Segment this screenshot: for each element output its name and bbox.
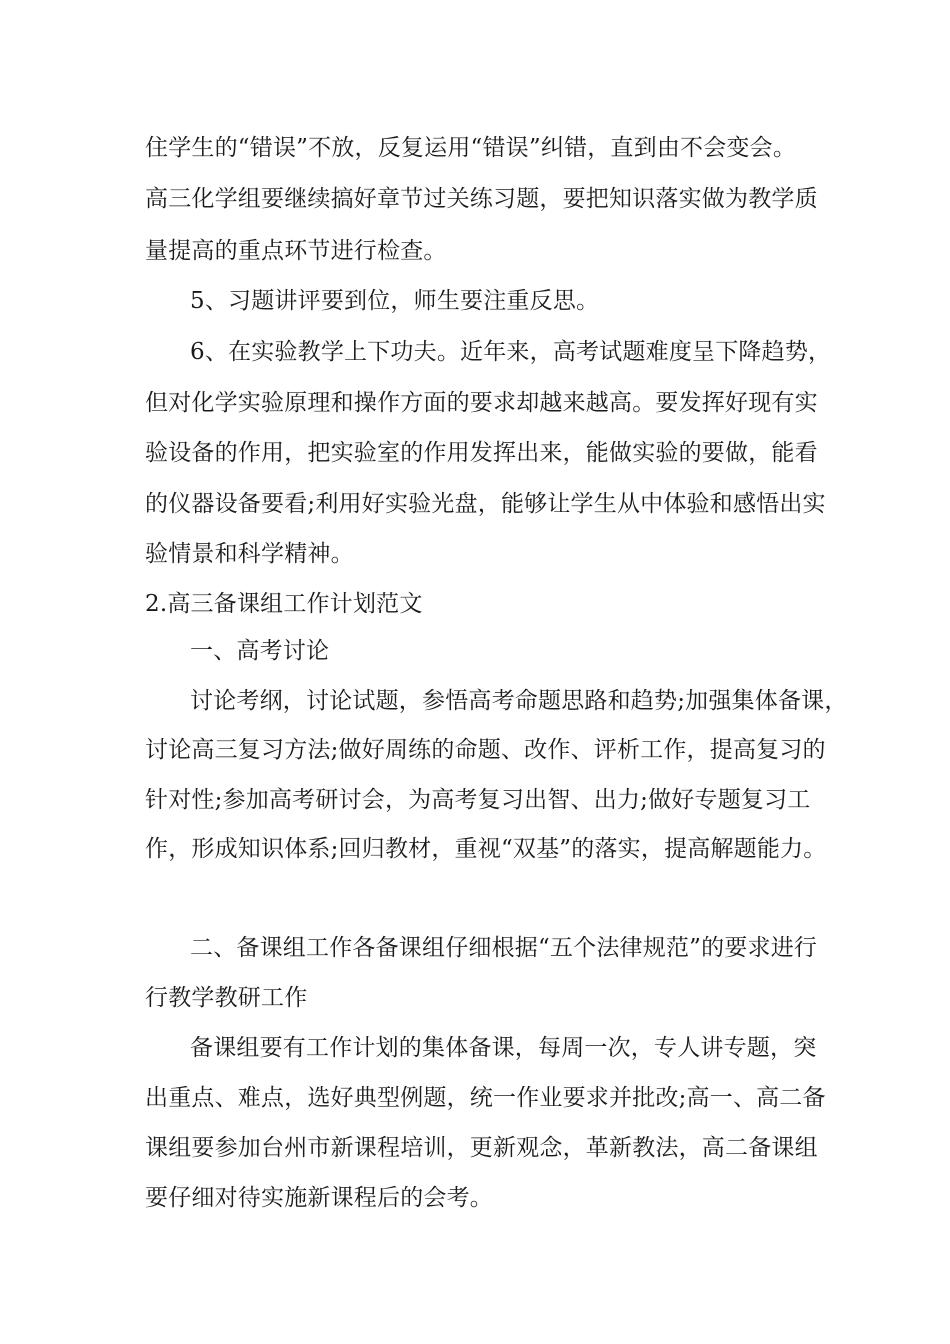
paragraph-line: 但对化学实验原理和操作方面的要求却越来越高。要发挥好现有实 — [145, 390, 818, 416]
section-heading: 2.高三备课组工作计划范文 — [145, 591, 423, 617]
paragraph-line: 备课组要有工作计划的集体备课，每周一次，专人讲专题，突 — [190, 1035, 817, 1061]
paragraph-line: 住学生的“错误”不放，反复运用“错误”纠错，直到由不会变会。 — [145, 135, 797, 161]
paragraph-line: 验设备的作用，把实验室的作用发挥出来，能做实验的要做，能看 — [145, 440, 818, 466]
subsection-heading: 二、备课组工作各备课组仔细根据“五个法律规范”的要求进行 — [190, 935, 818, 961]
paragraph-line: 的仪器设备要看;利用好实验光盘，能够让学生从中体验和感悟出实 — [145, 491, 826, 517]
paragraph-line: 出重点、难点，选好典型例题，统一作业要求并批改;高一、高二备 — [145, 1085, 826, 1111]
paragraph-line: 讨论考纲，讨论试题，参悟高考命题思路和趋势;加强集体备课， — [190, 688, 848, 714]
paragraph-line: 行教学教研工作 — [145, 985, 308, 1011]
paragraph-line: 要仔细对待实施新课程后的会考。 — [145, 1185, 493, 1211]
paragraph-line: 课组要参加台州市新课程培训，更新观念，革新教法，高二备课组 — [145, 1135, 818, 1161]
subsection-heading: 一、高考讨论 — [190, 638, 330, 664]
list-item-5: 5、习题讲评要到位，师生要注重反思。 — [190, 288, 600, 314]
paragraph-line: 验情景和科学精神。 — [145, 541, 354, 567]
paragraph-line: 针对性;参加高考研讨会，为高考复习出智、出力;做好专题复习工 — [145, 787, 811, 813]
list-item-6: 6、在实验教学上下功夫。近年来，高考试题难度呈下降趋势， — [190, 339, 832, 365]
paragraph-line: 作，形成知识体系;回归教材，重视“双基”的落实，提高解题能力。 — [145, 836, 827, 862]
paragraph-line: 量提高的重点环节进行检查。 — [145, 238, 447, 264]
paragraph-line: 讨论高三复习方法;做好周练的命题、改作、评析工作，提高复习的 — [145, 737, 826, 763]
paragraph-line: 高三化学组要继续搞好章节过关练习题，要把知识落实做为教学质 — [145, 186, 818, 212]
